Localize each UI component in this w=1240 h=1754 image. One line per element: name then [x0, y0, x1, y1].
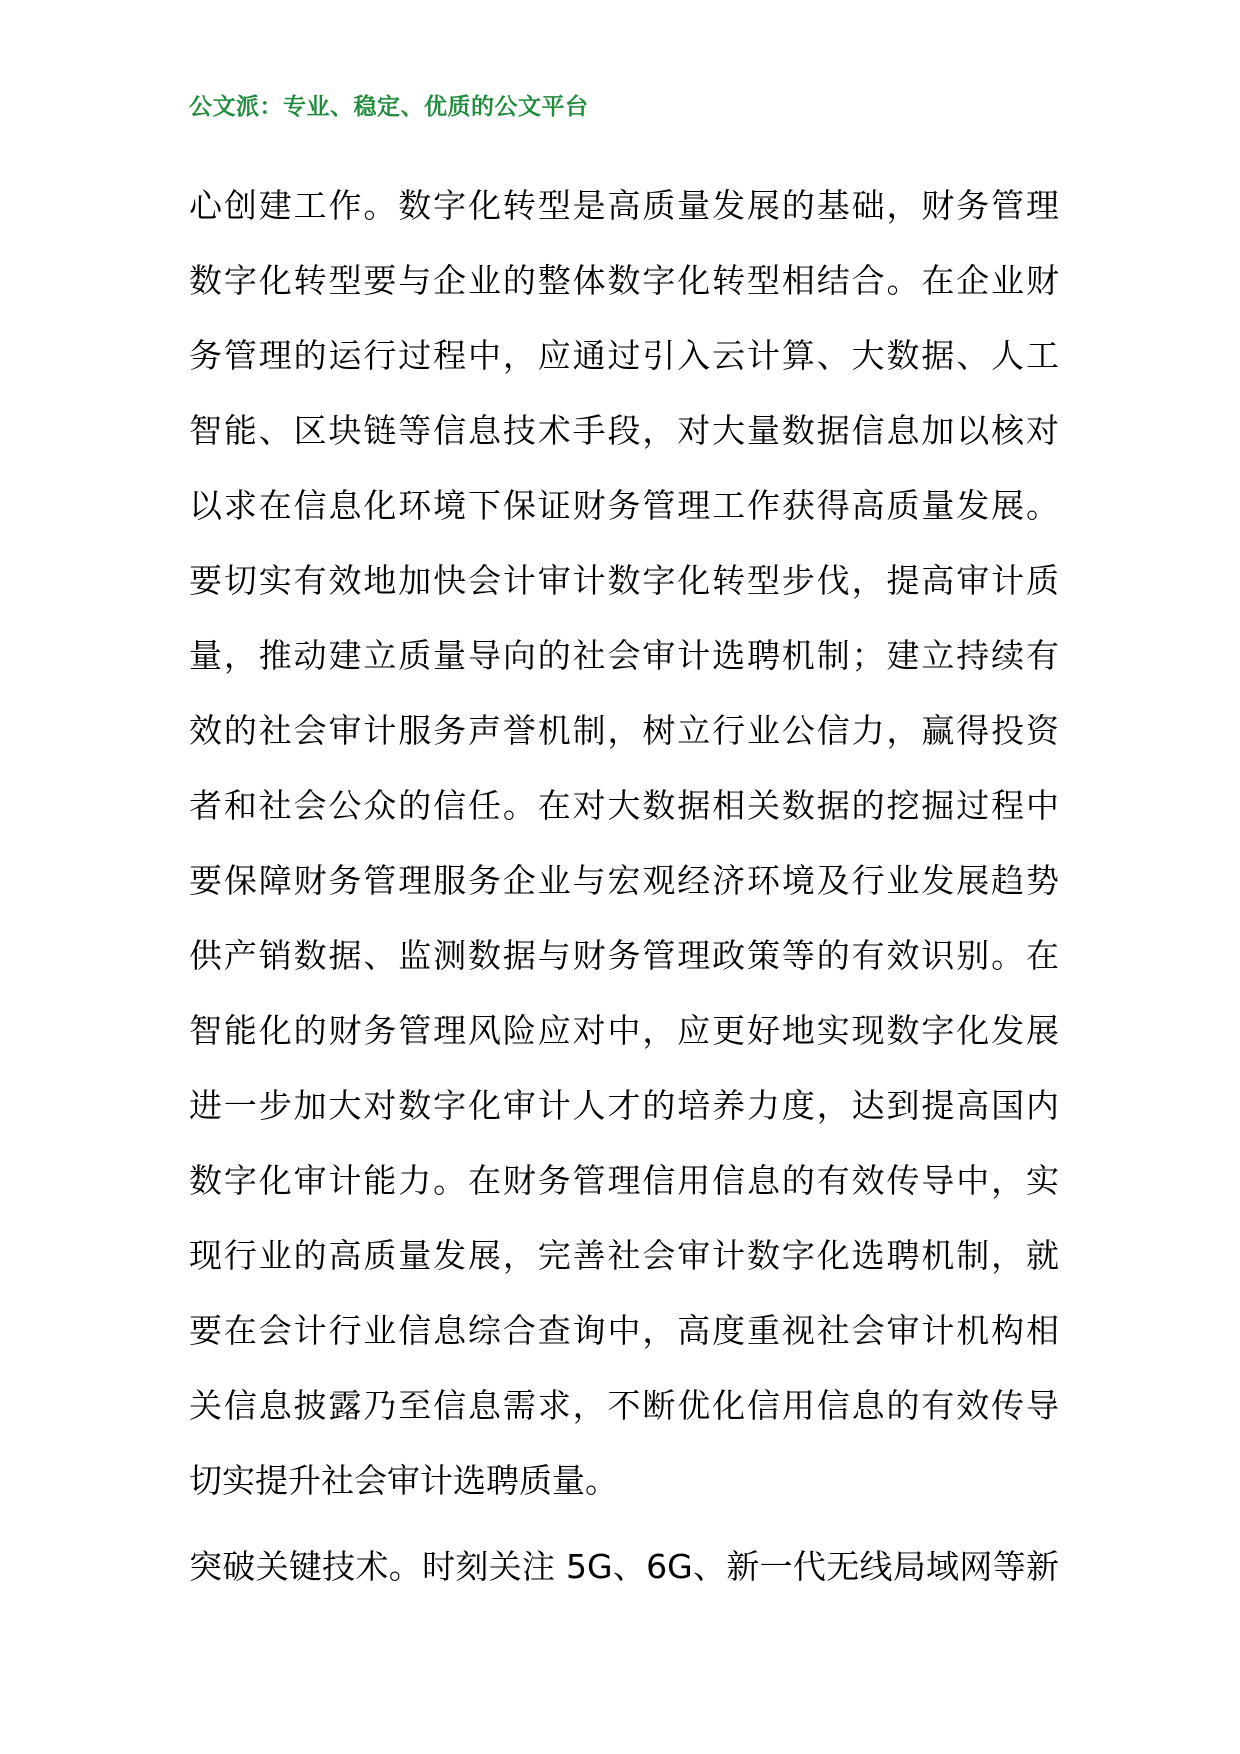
text-line: 效的社会审计服务声誉机制，树立行业公信力，赢得投资	[189, 711, 1059, 750]
text-line: 智能、区块链等信息技术手段，对大量数据信息加以核对	[189, 411, 1059, 450]
text-line: 心创建工作。数字化转型是高质量发展的基础，财务管理	[189, 186, 1059, 225]
text-line: 智能化的财务管理风险应对中，应更好地实现数字化发展	[189, 1011, 1059, 1050]
text-line: 数字化审计能力。在财务管理信用信息的有效传导中，实	[189, 1161, 1059, 1200]
text-line: 关信息披露乃至信息需求，不断优化信用信息的有效传导	[189, 1386, 1059, 1425]
text-line: 突破关键技术。时刻关注 5G、6G、新一代无线局域网等新	[189, 1547, 1059, 1586]
text-line: 进一步加大对数字化审计人才的培养力度，达到提高国内	[189, 1086, 1059, 1125]
text-line: 切实提升社会审计选聘质量。	[189, 1461, 618, 1500]
text-line: 要保障财务管理服务企业与宏观经济环境及行业发展趋势	[189, 861, 1059, 900]
text-line: 要切实有效地加快会计审计数字化转型步伐，提高审计质	[189, 561, 1059, 600]
text-line: 数字化转型要与企业的整体数字化转型相结合。在企业财	[189, 261, 1059, 300]
text-line: 务管理的运行过程中，应通过引入云计算、大数据、人工	[189, 336, 1059, 375]
paragraph-1	[189, 168, 1059, 1518]
text-line: 以求在信息化环境下保证财务管理工作获得高质量发展。	[189, 486, 1059, 525]
text-line: 现行业的高质量发展，完善社会审计数字化选聘机制，就	[189, 1236, 1059, 1275]
text-line: 量，推动建立质量导向的社会审计选聘机制；建立持续有	[189, 636, 1059, 675]
document-header: 公文派：专业、稳定、优质的公文平台	[189, 93, 589, 120]
text-line: 者和社会公众的信任。在对大数据相关数据的挖掘过程中	[189, 786, 1059, 825]
document-body	[189, 168, 1059, 1604]
text-line: 要在会计行业信息综合查询中，高度重视社会审计机构相	[189, 1311, 1059, 1350]
paragraph-2	[189, 1529, 1059, 1604]
text-line: 供产销数据、监测数据与财务管理政策等的有效识别。在	[189, 936, 1059, 975]
